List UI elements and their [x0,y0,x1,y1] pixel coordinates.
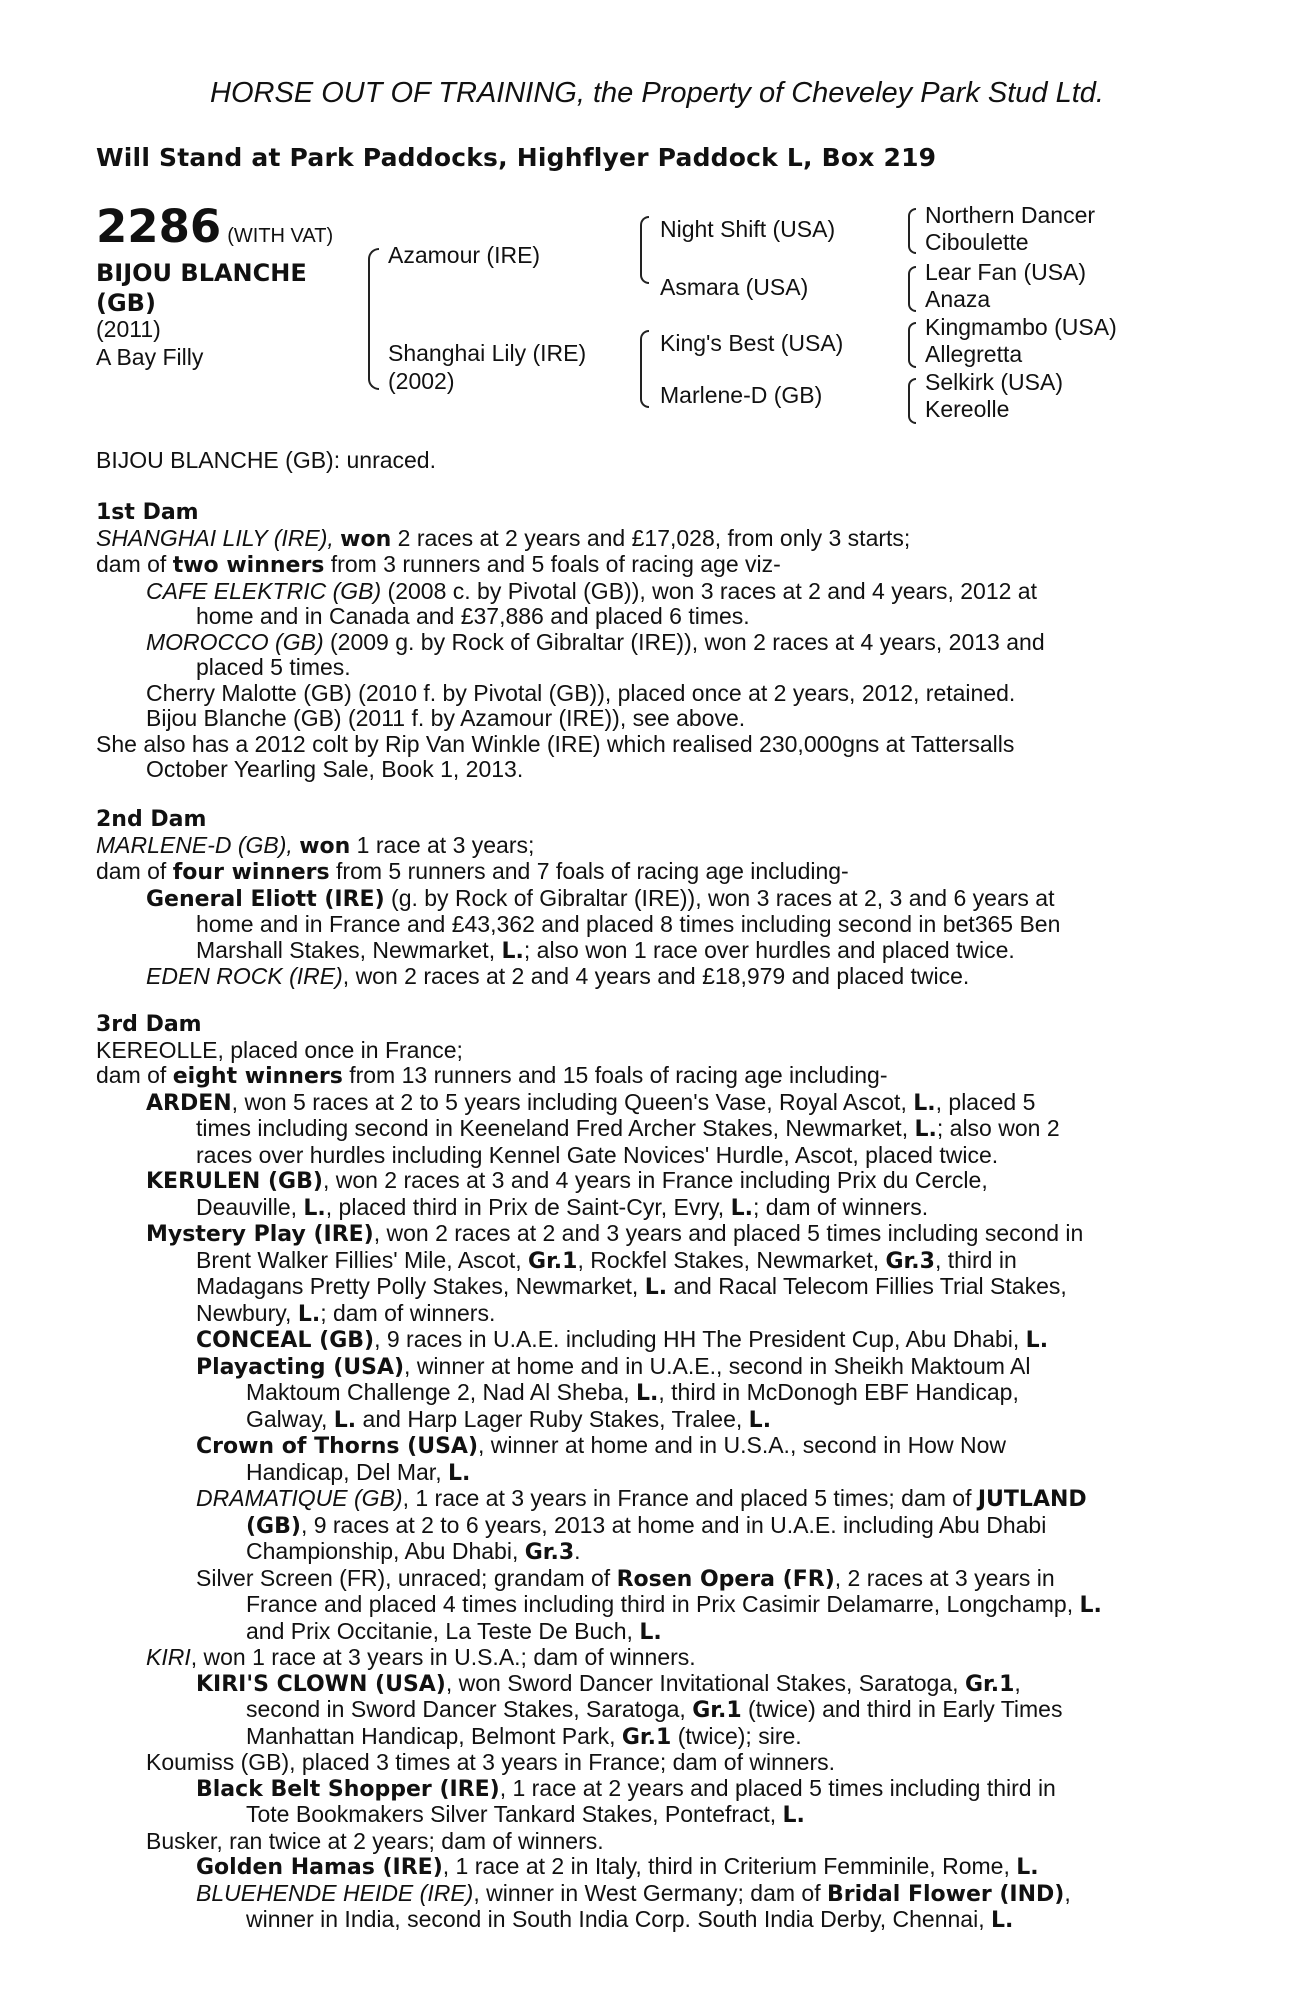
bold-text: Crown of Thorns (USA) [196,1434,478,1459]
lot-line [96,200,334,253]
text-segment: (g. by Rock of Gibraltar (IRE)), won 3 races at 2, 3 and 6 years at [384,885,1055,911]
italic-text: MARLENE-D (GB), [96,832,300,858]
bold-text: Gr.1 [692,1698,742,1723]
bold-text: L. [1079,1593,1102,1618]
bold-text: L. [333,1407,357,1433]
bold-text: L. [782,1803,805,1828]
pedigree-text-line [96,1854,1206,1881]
italic-text: DRAMATIQUE (GB) [196,1486,403,1511]
bold-text: four winners [172,860,330,885]
bold-text: L. [501,938,524,964]
pedigree-text-line [96,1221,1206,1248]
text-segment: Bijou Blanche (GB) (2011 f. by Azamour (IRE)), see above. [146,706,746,731]
pedigree-text-line [96,681,1206,707]
pedigree-dam-year: (2002) [388,368,455,394]
text-segment: and Racal Telecom Fillies Trial Stakes, [667,1274,1067,1299]
bold-text: Black Belt Shopper (IRE) [196,1776,500,1802]
bold-text: Mystery Play (IRE) [146,1222,374,1247]
pedigree-text-line [96,1063,1206,1090]
bold-text: Rosen Opera (FR) [616,1566,835,1592]
text-segment: placed 5 times. [196,655,351,680]
pedigree-text-line [96,1327,1206,1354]
bold-text: Bridal Flower (IND) [826,1881,1065,1907]
bold-text: Gr.1 [621,1724,672,1750]
text-segment: , third in [934,1247,1017,1273]
text-segment: (twice) and third in Early Times [741,1697,1063,1722]
text-segment: Busker, ran twice at 2 years; dam of winners. [146,1828,604,1854]
pedigree-text-line [96,655,1206,681]
section-heading: 2nd Dam [96,807,207,832]
text-segment: ; dam of winners. [320,1300,496,1326]
text-segment: , won 2 races at 3 and 4 years in France including Prix du Cercle, [322,1168,988,1193]
bold-text: L. [635,1381,659,1406]
text-segment: ; also won 2 [936,1116,1060,1141]
pedigree-text-line [96,1776,1206,1803]
bold-text: General Eliott (IRE) [146,886,385,912]
pedigree-text-line [96,1195,1206,1222]
text-segment: , won Sword Dancer Invitational Stakes, Saratoga, [445,1670,965,1696]
horse-name-suffix: (GB) [96,289,156,317]
text-segment: , winner at home and in U.S.A., second in How Now [478,1433,1006,1458]
pedigree-text-line [96,1671,1206,1698]
pedigree-text-line [96,1907,1206,1934]
bold-text: L. [1025,1328,1049,1353]
pedigree-text-line [96,1486,1206,1513]
text-segment: races over hurdles including Kennel Gate Novices' Hurdle, Ascot, placed twice. [196,1142,999,1168]
text-segment: Manhattan Handicap, Belmont Park, [246,1723,622,1749]
bold-text: CONCEAL (GB) [196,1328,375,1353]
pedigree-text-line [96,1513,1206,1540]
italic-text: BLUEHENDE HEIDE (IRE) [196,1880,474,1906]
text-segment: , 1 race at 3 years in France and placed 5 times; dam of [402,1486,978,1511]
pedigree-text-line [96,552,1206,579]
page-title: HORSE OUT OF TRAINING, the Property of Cheveley Park Stud Ltd. [210,77,1104,109]
pedigree-text-line [96,1116,1206,1143]
brace-ggp-2 [908,266,916,312]
bold-text: L. [748,1407,772,1433]
brace-sire-parents [640,216,649,284]
bold-text: L. [297,1301,321,1327]
pedigree-text-line [96,630,1206,656]
pedigree-text-line [96,1460,1206,1487]
bold-text: two winners [172,553,325,578]
text-segment: Marshall Stakes, Newmarket, [196,937,502,963]
text-segment: (2008 c. by Pivotal (GB)), won 3 races at 2 and 4 years, 2012 at [381,578,1037,604]
bold-text: L. [730,1195,753,1221]
pedigree-ggp-6: Allegretta [925,341,1023,367]
text-segment: from 13 runners and 15 foals of racing age including- [342,1063,888,1088]
pedigree-text-line [96,1829,1206,1855]
pedigree-text-line [96,1592,1206,1619]
text-segment: (2009 g. by Rock of Gibraltar (IRE)), won 2 races at 4 years, 2013 and [323,629,1045,655]
brace-dam-parents [640,330,649,408]
text-segment: Cherry Malotte (GB) (2010 f. by Pivotal (GB)), placed once at 2 years, 2012, retained. [146,680,1016,706]
pedigree-ggp-3: Lear Fan (USA) [925,259,1087,285]
vat-note: (WITH VAT) [227,225,334,247]
pedigree-text-line [96,579,1206,605]
pedigree-ggp-2: Ciboulette [925,229,1029,255]
pedigree-text-line [96,1881,1206,1908]
pedigree-dam: Shanghai Lily (IRE) [388,340,587,366]
text-segment: . [574,1539,581,1564]
text-segment: , Rockfel Stakes, Newmarket, [577,1247,886,1273]
text-segment: Brent Walker Fillies' Mile, Ascot, [196,1247,529,1273]
bold-text: L. [447,1460,471,1486]
bold-text: won [299,833,351,859]
text-segment: Madagans Pretty Polly Stakes, Newmarket, [196,1274,645,1299]
text-segment: Maktoum Challenge 2, Nad Al Sheba, [246,1380,636,1405]
text-segment: home and in France and £43,362 and placed 8 times including second in bet365 Ben [196,912,1061,937]
text-segment: Deauville, [196,1194,304,1220]
text-segment: , 1 race at 2 years and placed 5 times including third in [499,1775,1056,1801]
text-segment: , 9 races in U.A.E. including HH The President Cup, Abu Dhabi, [374,1327,1026,1352]
bold-text: L. [644,1275,668,1300]
text-segment: , 1 race at 2 in Italy, third in Criterium Femminile, Rome, [442,1854,1017,1879]
pedigree-text-line [96,938,1206,965]
pedigree-text-line [96,1090,1206,1117]
pedigree-text-line [96,732,1206,758]
bold-text: ARDEN [146,1090,232,1116]
text-segment: dam of [96,552,173,577]
foaling-year: (2011) [96,316,161,342]
bold-text: L. [639,1619,662,1645]
pedigree-text-line [96,859,1206,886]
bold-text: won [340,526,392,552]
pedigree-text-line [96,1802,1206,1829]
text-segment: , placed 5 [935,1089,1036,1115]
pedigree-sire-sire: Night Shift (USA) [660,216,836,242]
pedigree-text-line [96,1750,1206,1776]
text-segment: from 3 runners and 5 foals of racing age viz- [324,552,781,577]
third-dam-section [96,1012,1206,1934]
text-segment: dam of [96,1063,173,1088]
pedigree-text-line [96,1566,1206,1593]
text-segment: KEREOLLE, placed once in France; [96,1037,463,1063]
pedigree-text-line [96,526,1206,553]
pedigree-ggp-5: Kingmambo (USA) [925,314,1117,340]
text-segment: ; dam of winners. [752,1194,929,1220]
text-segment: She also has a 2012 colt by Rip Van Winkle (IRE) which realised 230,000gns at Tattersalls [96,731,1015,757]
text-segment: and Harp Lager Ruby Stakes, Tralee, [356,1406,749,1432]
text-segment: 1 race at 3 years; [350,832,535,858]
text-segment: , winner in West Germany; dam of [473,1880,827,1906]
stabling-location: Will Stand at Park Paddocks, Highflyer Paddock L, Box 219 [96,143,937,172]
bold-text: L. [990,1908,1014,1933]
text-segment: , third in McDonogh EBF Handicap, [658,1380,1019,1405]
text-segment: Newbury, [196,1300,298,1326]
unraced-note: BIJOU BLANCHE (GB): unraced. [96,447,436,473]
first-dam-section [96,500,1206,783]
text-segment: second in Sword Dancer Stakes, Saratoga, [246,1697,693,1722]
pedigree-text-line [96,833,1206,860]
text-segment: France and placed 4 times including third in Prix Casimir Delamarre, Longchamp, [246,1592,1080,1617]
italic-text: EDEN ROCK (IRE) [146,964,343,989]
bold-text: L. [914,1117,937,1142]
text-segment: , won 2 races at 2 and 4 years and £18,979 and placed twice. [342,964,970,989]
brace-ggp-4 [908,378,916,424]
italic-text: CAFE ELEKTRIC (GB) [146,578,382,604]
bold-text: KERULEN (GB) [146,1169,323,1194]
text-segment: , won 2 races at 2 and 3 years and placed 5 times including second in [373,1221,1084,1246]
brace-ggp-3 [908,322,916,368]
bold-text: Gr.3 [885,1248,935,1274]
bold-text: Gr.1 [964,1671,1015,1697]
pedigree-text-line [96,1697,1206,1724]
text-segment: , [1064,1880,1071,1906]
bold-text: Playacting (USA) [196,1354,405,1380]
lot-number: 2286 [96,200,222,253]
pedigree-ggp-1: Northern Dancer [925,202,1096,228]
bold-text: KIRI'S CLOWN (USA) [196,1671,446,1697]
pedigree-dam-dam: Marlene-D (GB) [660,382,823,408]
brace-sire-dam [368,248,379,390]
pedigree-text-line [96,886,1206,913]
text-segment: Galway, [246,1406,334,1432]
horse-description: A Bay Filly [96,344,204,370]
bold-text: Gr.3 [524,1540,575,1565]
pedigree-text-line [96,912,1206,938]
text-segment: dam of [96,859,173,884]
section-heading: 3rd Dam [96,1012,202,1037]
pedigree-text-line [96,1248,1206,1275]
pedigree-text-line [96,1168,1206,1195]
pedigree-text-line [96,1274,1206,1301]
bold-text: (GB) [246,1513,301,1539]
text-segment: 2 races at 2 years and £17,028, from only 3 starts; [391,525,911,551]
pedigree-text-line [96,1354,1206,1381]
text-segment: winner in India, second in South India Corp. South India Derby, Chennai, [246,1907,991,1932]
brace-ggp-1 [908,208,916,254]
horse-info [96,315,203,371]
pedigree-text-line [96,706,1206,732]
text-segment: , won 5 races at 2 to 5 years including Queen's Vase, Royal Ascot, [231,1089,914,1115]
pedigree-text-line [96,604,1206,630]
bold-text: Gr.1 [528,1248,578,1274]
bold-text: L. [1016,1855,1039,1880]
pedigree-text-line [96,1433,1206,1460]
pedigree-ggp-8: Kereolle [925,396,1010,422]
pedigree-text-line [96,1380,1206,1407]
text-segment: home and in Canada and £37,886 and placed 6 times. [196,604,750,629]
section-heading: 1st Dam [96,500,199,525]
text-segment: , won 1 race at 3 years in U.S.A.; dam of winners. [190,1645,696,1670]
pedigree-text-line [96,1407,1206,1434]
text-segment: , [1014,1670,1021,1696]
pedigree-text-line [96,964,1206,990]
text-segment: October Yearling Sale, Book 1, 2013. [146,757,524,782]
pedigree-text-line [96,1724,1206,1751]
text-segment: , 2 races at 3 years in [834,1565,1055,1591]
text-segment: Championship, Abu Dhabi, [246,1539,525,1564]
text-segment: Silver Screen (FR), unraced; grandam of [196,1565,617,1591]
horse-name-line: BIJOU BLANCHE [96,259,307,287]
pedigree-sire: Azamour (IRE) [388,242,541,268]
italic-text: MOROCCO (GB) [146,629,324,655]
bold-text: L. [913,1090,936,1116]
second-dam-section [96,807,1206,990]
text-segment: (twice); sire. [671,1723,802,1749]
text-segment: , winner at home and in U.A.E., second in Sheikh Maktoum Al [404,1353,1031,1379]
bold-text: Golden Hamas (IRE) [196,1855,443,1880]
pedigree-sire-dam: Asmara (USA) [660,274,809,300]
pedigree-ggp-4: Anaza [925,286,991,312]
pedigree-dam-sire: King's Best (USA) [660,330,844,356]
text-segment: , placed third in Prix de Saint-Cyr, Evry, [325,1194,731,1220]
pedigree-text-line [96,1143,1206,1169]
pedigree-ggp-7: Selkirk (USA) [925,369,1064,395]
text-segment: from 5 runners and 7 foals of racing age including- [329,859,849,884]
text-segment: Handicap, Del Mar, [246,1459,448,1485]
pedigree-text-line [96,1038,1206,1064]
text-segment: Tote Bookmakers Silver Tankard Stakes, Pontefract, [246,1802,783,1827]
text-segment: times including second in Keeneland Fred Archer Stakes, Newmarket, [196,1116,915,1141]
text-segment: and Prix Occitanie, La Teste De Buch, [246,1618,640,1644]
pedigree-text-line [96,757,1206,783]
horse-name [96,258,346,318]
pedigree-text-line [96,1301,1206,1328]
text-segment: , 9 races at 2 to 6 years, 2013 at home and in U.A.E. including Abu Dhabi [300,1512,1047,1538]
text-segment: ; also won 1 race over hurdles and placed twice. [523,937,1015,963]
italic-text: KIRI [146,1645,191,1670]
pedigree-text-line [96,1619,1206,1646]
bold-text: L. [303,1195,326,1221]
pedigree-text-line [96,1645,1206,1671]
bold-text: eight winners [172,1064,343,1089]
italic-text: SHANGHAI LILY (IRE), [96,525,341,551]
bold-text: JUTLAND [977,1487,1087,1512]
text-segment: Koumiss (GB), placed 3 times at 3 years in France; dam of winners. [146,1750,835,1775]
pedigree-text-line [96,1539,1206,1566]
